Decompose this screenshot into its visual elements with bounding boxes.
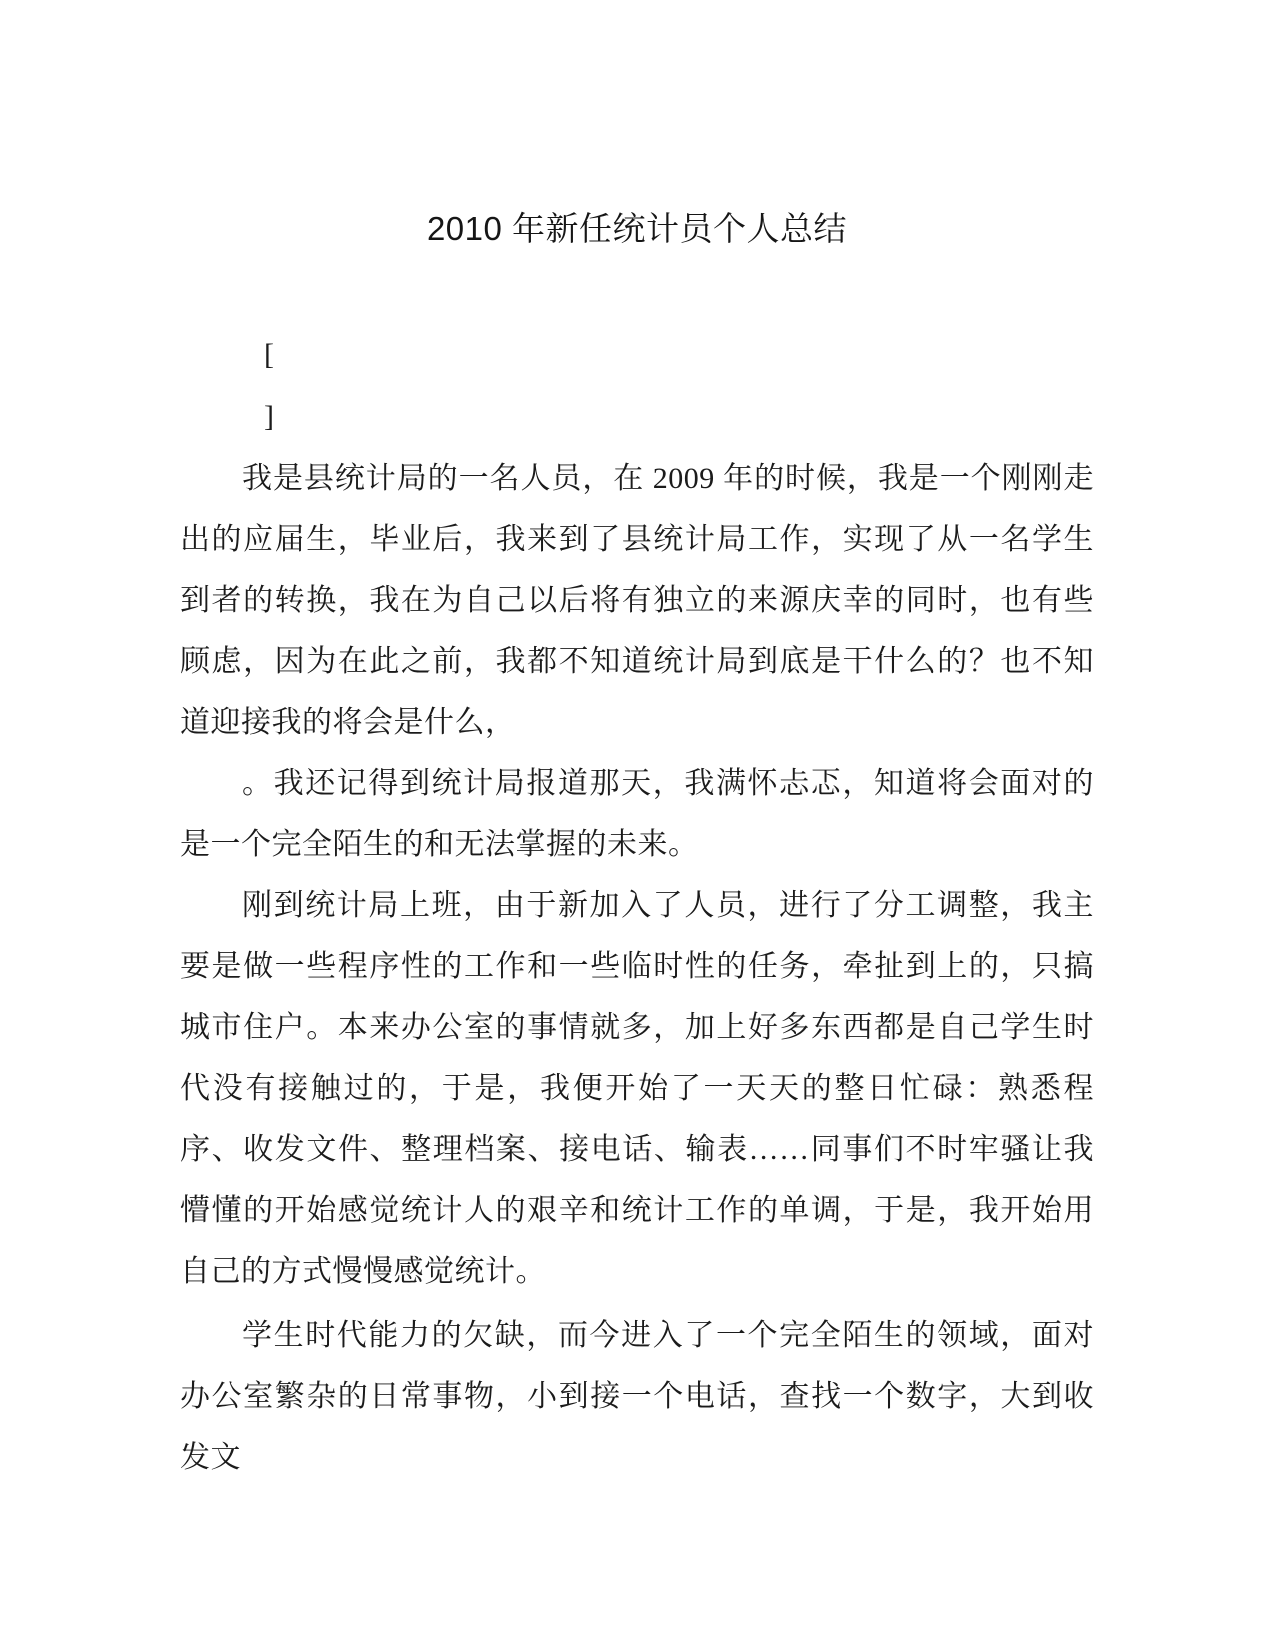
bracket-close-line: ]	[264, 400, 274, 433]
paragraph-1: 我是县统计局的一名人员，在 2009 年的时候，我是一个刚刚走出的应届生，毕业后，我来到了县统计局工作，实现了从一名学生到者的转换，我在为自己以后将有独立的来源庆幸的同时，也有些顾虑，因为在此之前，我都不知道统计局到底是干什么的？也不知道迎接我的将会是什么，	[180, 462, 1094, 739]
paragraph-3: 刚到统计局上班，由于新加入了人员，进行了分工调整，我主要是做一些程序性的工作和一些临时性的任务，牵扯到上的，只搞城市住户。本来办公室的事情就多，加上好多东西都是自己学生时代没有接触过的，于是，我便开始了一天天的整日忙碌：熟悉程序、收发文件、整理档案、接电话、输表……同事们不时牢骚让我懵懂的开始感觉统计人的艰辛和统计工作的单调，于是，我开始用自己的方式慢慢感觉统计。	[180, 889, 1094, 1288]
paragraph-2: 。我还记得到统计局报道那天，我满怀忐忑，知道将会面对的是一个完全陌生的和无法掌握的未来。	[180, 767, 1094, 861]
bracket-open-line: [	[264, 338, 274, 371]
paragraph-4: 学生时代能力的欠缺，而今进入了一个完全陌生的领域，面对办公室繁杂的日常事物，小到接一个电话，查找一个数字，大到收发文	[180, 1319, 1094, 1474]
page-title: 2010 年新任统计员个人总结	[426, 210, 848, 247]
document-content	[180, 0, 1094, 1488]
bracket-block	[180, 324, 1094, 448]
